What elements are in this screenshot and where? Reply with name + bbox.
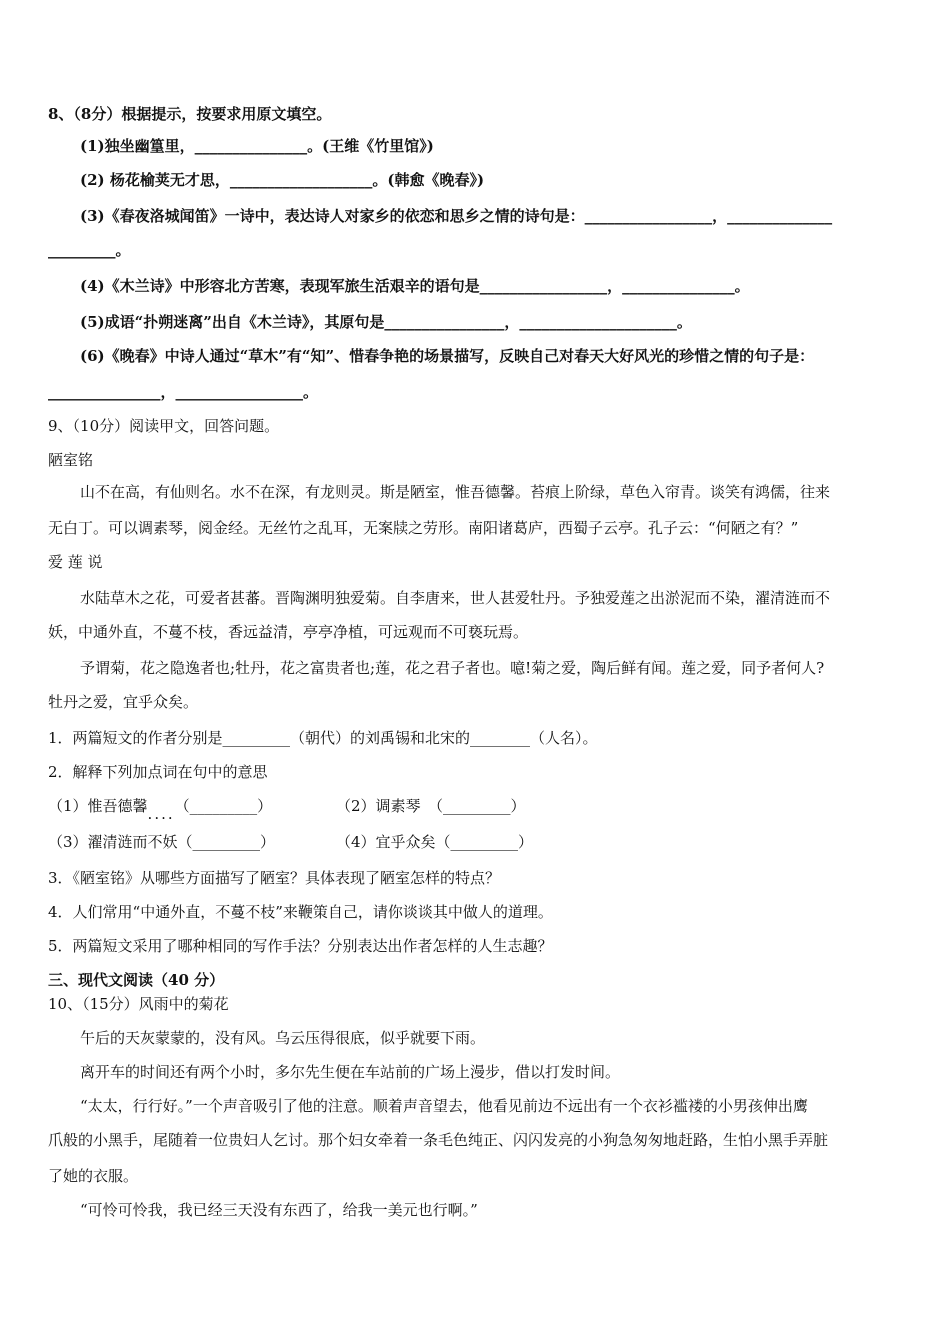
q8-item-3-cont: _________。 — [48, 241, 131, 259]
section-3-heading: 三、现代文阅读（40 分） — [48, 971, 225, 989]
q9-sub-2: 2．解释下列加点词在句中的意思 — [48, 763, 268, 781]
q8-item-2: (2) 杨花榆荚无才思，___________________。(韩愈《晚春》) — [80, 171, 485, 189]
q8-item-6: (6)《晚春》中诗人通过“草木”有“知”、惜春争艳的场景描写，反映自己对春天大好风光的珍惜之情的句子是： — [80, 347, 815, 365]
q9-sub-5: 5．两篇短文采用了哪种相同的写作手法？分别表达出作者怎样的人生志趣？ — [48, 937, 553, 955]
q8-item-3: (3)《春夜洛城闻笛》一诗中，表达诗人对家乡的依恋和思乡之情的诗句是：_________________，______________ — [80, 207, 833, 225]
q8-item-5: (5)成语“扑朔迷离”出自《木兰诗》，其原句是________________，_____________________。 — [80, 313, 692, 331]
q9-sub-2-item-4: （4）宜乎众矣（_________） — [336, 833, 534, 851]
q10-paragraph-1: 午后的天灰蒙蒙的，没有风。乌云压得很底，似乎就要下雨。 — [80, 1029, 486, 1047]
q10-paragraph-3-line-2: 爪般的小黑手，尾随着一位贵妇人乞讨。那个妇女牵着一条毛色纯正、闪闪发亮的小狗急匆匆地赶路，生怕小黑手弄脏 — [48, 1131, 829, 1149]
q8-item-4: (4)《木兰诗》中形容北方苦寒，表现军旅生活艰辛的语句是_________________，_______________。 — [80, 277, 750, 295]
passage-ailianshuo-line-3: 予谓菊，花之隐逸者也;牡丹，花之富贵者也;莲，花之君子者也。噫!菊之爱，陶后鲜有闻。莲之爱，同予者何人? — [80, 659, 825, 677]
q10-paragraph-4: “可怜可怜我，我已经三天没有东西了，给我一美元也行啊。” — [80, 1201, 478, 1219]
q9-sub-2-item-1 — [48, 796, 273, 823]
q10-heading: 10、（15分）风雨中的菊花 — [48, 995, 229, 1013]
passage-loushiming-line-1: 山不在高，有仙则名。水不在深，有龙则灵。斯是陋室，惟吾德馨。苔痕上阶绿，草色入帘青。谈笑有鸿儒，往来 — [80, 483, 831, 501]
q10-paragraph-3-line-3: 了她的衣服。 — [48, 1167, 139, 1185]
q8-item-1: (1)独坐幽篁里，_______________。(王维《竹里馆》) — [80, 137, 434, 155]
emphasis-dots: .... — [147, 805, 175, 823]
q8-item-6-cont: _______________，_________________。 — [48, 383, 319, 401]
q8-heading: 8、（8分）根据提示，按要求用原文填空。 — [48, 105, 332, 123]
passage-ailianshuo-line-2: 妖，中通外直，不蔓不枝，香远益清，亭亭净植，可远观而不可亵玩焉。 — [48, 623, 529, 641]
passage-loushiming-line-2: 无白丁。可以调素琴，阅金经。无丝竹之乱耳，无案牍之劳形。南阳诸葛庐，西蜀子云亭。孔子云：“何陋之有？” — [48, 519, 799, 537]
passage-ailianshuo-line-1: 水陆草木之花，可爱者甚蕃。晋陶渊明独爱菊。自李唐来，世人甚爱牡丹。予独爱莲之出淤泥而不染，濯清涟而不 — [80, 589, 831, 607]
passage-title-ailianshuo: 爱 莲 说 — [48, 553, 103, 571]
q9-sub-4: 4．人们常用“中通外直，不蔓不枝”来鞭策自己，请你谈谈其中做人的道理。 — [48, 903, 553, 921]
passage-title-loushiming: 陋室铭 — [48, 451, 94, 469]
q10-paragraph-3-line-1: “太太，行行好。”一个声音吸引了他的注意。顺着声音望去，他看见前边不远出有一个衣衫褴褛的小男孩伸出鹰 — [80, 1097, 808, 1115]
q9-sub-2-item-2: （2）调素琴 （_________） — [336, 797, 526, 815]
q9-sub-2-item-1-blank: （_________） — [174, 797, 273, 815]
q9-heading: 9、（10分）阅读甲文，回答问题。 — [48, 417, 280, 435]
q9-sub-1: 1．两篇短文的作者分别是_________（朝代）的刘禹锡和北宋的________（人名）。 — [48, 729, 598, 747]
q10-paragraph-2: 离开车的时间还有两个小时，多尔先生便在车站前的广场上漫步，借以打发时间。 — [80, 1063, 621, 1081]
q9-sub-2-item-3: （3）濯清涟而不妖（_________） — [48, 833, 276, 851]
q9-sub-2-item-1-text: （1）惟吾德馨 — [48, 797, 148, 815]
q9-sub-3: 3．《陋室铭》从哪些方面描写了陋室？具体表现了陋室怎样的特点？ — [48, 869, 501, 887]
passage-ailianshuo-line-4: 牡丹之爱，宜乎众矣。 — [48, 693, 199, 711]
